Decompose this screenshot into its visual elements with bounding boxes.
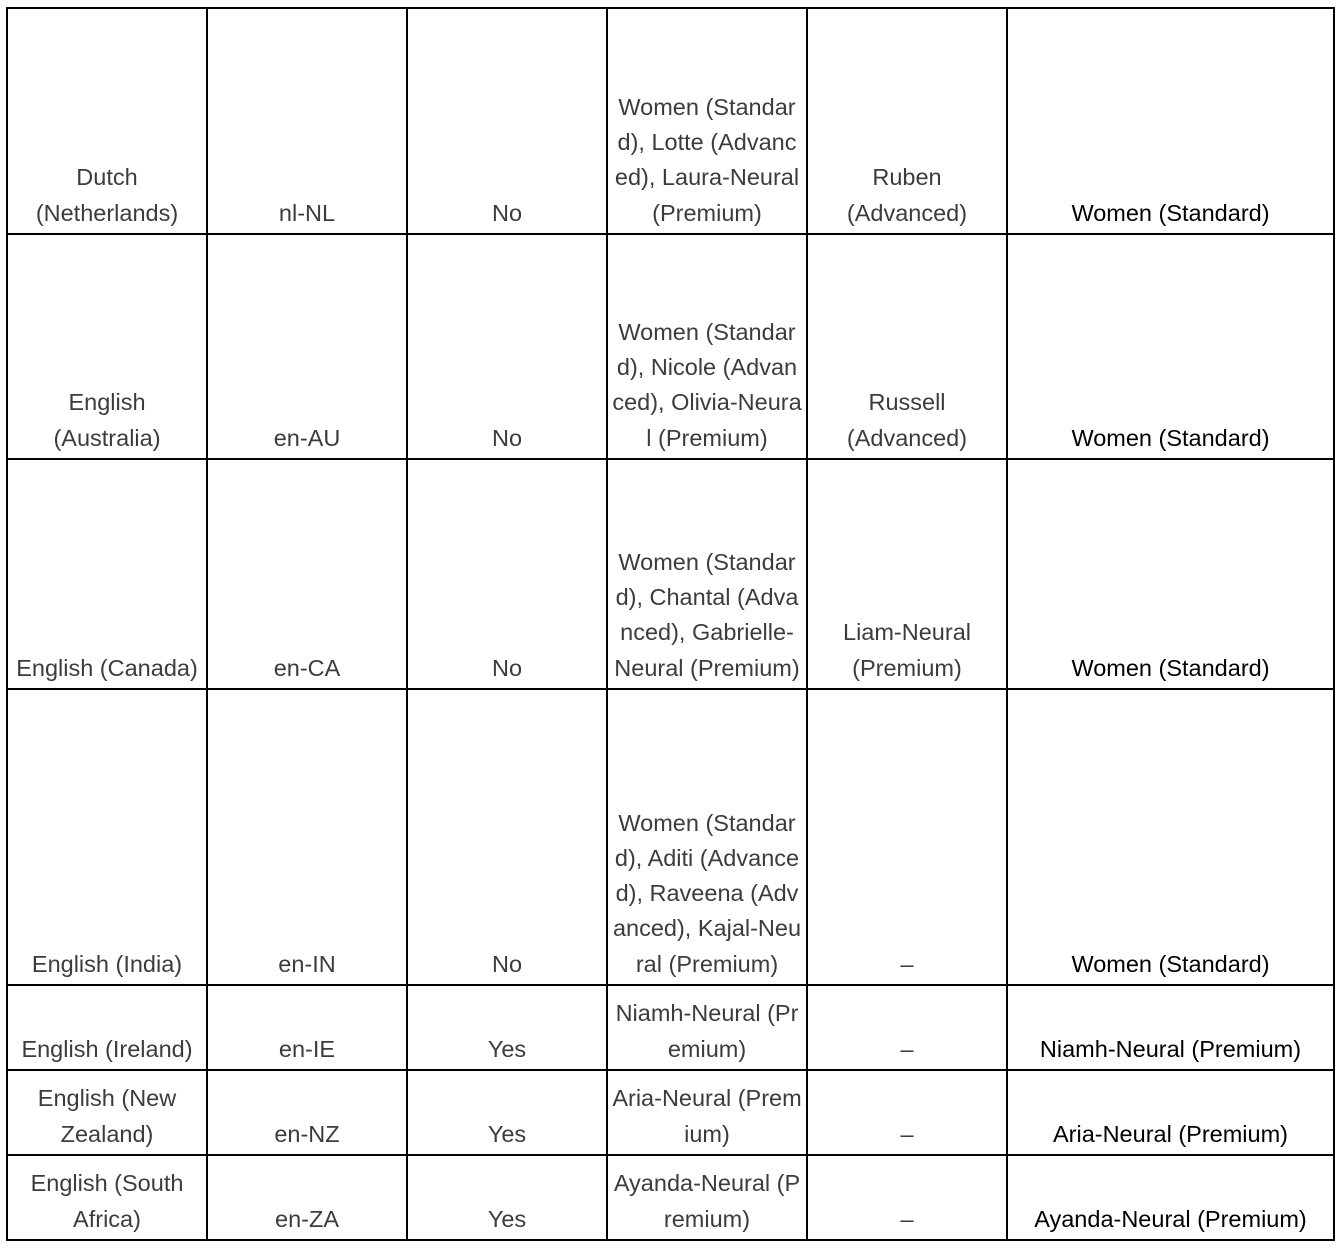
- male-voices-cell: Russell (Advanced): [807, 234, 1007, 459]
- language-code-cell: nl-NL: [207, 8, 407, 234]
- male-voices-cell: –: [807, 1070, 1007, 1155]
- table-row: [7, 985, 1334, 1070]
- language-code-cell: en-IN: [207, 689, 407, 985]
- flag-cell: Yes: [407, 1155, 607, 1240]
- default-voice-cell: Ayanda-Neural (Premium): [1007, 1155, 1334, 1240]
- language-cell: English (Australia): [7, 234, 207, 459]
- default-voice-cell: Women (Standard): [1007, 234, 1334, 459]
- language-cell: English (Ireland): [7, 985, 207, 1070]
- language-code-cell: en-CA: [207, 459, 407, 689]
- female-voices-cell: Women (Standard), Nicole (Advanced), Olivia-Neural (Premium): [607, 234, 807, 459]
- male-voices-cell: –: [807, 985, 1007, 1070]
- male-voices-cell: –: [807, 1155, 1007, 1240]
- flag-cell: No: [407, 8, 607, 234]
- flag-cell: No: [407, 689, 607, 985]
- language-cell: English (New Zealand): [7, 1070, 207, 1155]
- voice-language-table: [6, 7, 1335, 1241]
- male-voices-cell: –: [807, 689, 1007, 985]
- female-voices-cell: Ayanda-Neural (Premium): [607, 1155, 807, 1240]
- language-cell: English (India): [7, 689, 207, 985]
- default-voice-cell: Aria-Neural (Premium): [1007, 1070, 1334, 1155]
- table-row: [7, 459, 1334, 689]
- male-voices-cell: Liam-Neural (Premium): [807, 459, 1007, 689]
- female-voices-cell: Niamh-Neural (Premium): [607, 985, 807, 1070]
- female-voices-cell: Women (Standard), Chantal (Advanced), Gabrielle-Neural (Premium): [607, 459, 807, 689]
- female-voices-cell: Aria-Neural (Premium): [607, 1070, 807, 1155]
- language-code-cell: en-IE: [207, 985, 407, 1070]
- language-code-cell: en-NZ: [207, 1070, 407, 1155]
- default-voice-cell: Women (Standard): [1007, 8, 1334, 234]
- flag-cell: Yes: [407, 1070, 607, 1155]
- table-row: [7, 1155, 1334, 1240]
- language-code-cell: en-AU: [207, 234, 407, 459]
- default-voice-cell: Women (Standard): [1007, 689, 1334, 985]
- male-voices-cell: Ruben (Advanced): [807, 8, 1007, 234]
- flag-cell: Yes: [407, 985, 607, 1070]
- table-row: [7, 1070, 1334, 1155]
- language-cell: English (South Africa): [7, 1155, 207, 1240]
- language-code-cell: en-ZA: [207, 1155, 407, 1240]
- female-voices-cell: Women (Standard), Aditi (Advanced), Raveena (Advanced), Kajal-Neural (Premium): [607, 689, 807, 985]
- table-row: [7, 689, 1334, 985]
- female-voices-cell: Women (Standard), Lotte (Advanced), Laura-Neural (Premium): [607, 8, 807, 234]
- language-cell: Dutch (Netherlands): [7, 8, 207, 234]
- default-voice-cell: Niamh-Neural (Premium): [1007, 985, 1334, 1070]
- flag-cell: No: [407, 459, 607, 689]
- flag-cell: No: [407, 234, 607, 459]
- default-voice-cell: Women (Standard): [1007, 459, 1334, 689]
- table-row: [7, 234, 1334, 459]
- table-row: [7, 8, 1334, 234]
- language-cell: English (Canada): [7, 459, 207, 689]
